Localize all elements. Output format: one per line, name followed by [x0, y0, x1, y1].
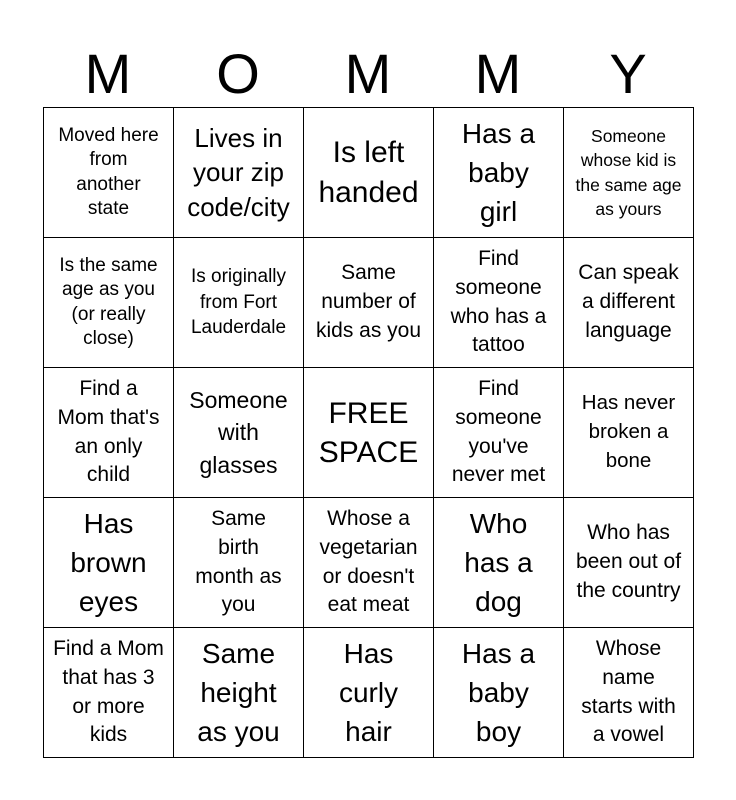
bingo-cell[interactable]: Is the same age as you (or really close) [43, 237, 174, 368]
bingo-cell[interactable]: Find a Mom that's an only child [43, 367, 174, 498]
bingo-cell[interactable]: Same number of kids as you [303, 237, 434, 368]
bingo-cell[interactable]: Has a baby boy [433, 627, 564, 758]
bingo-board [43, 107, 693, 757]
header-letter-y: Y [609, 42, 647, 105]
header-letter-o: O [216, 42, 260, 105]
bingo-cell[interactable]: Has curly hair [303, 627, 434, 758]
header-letter-m2: M [344, 42, 392, 105]
bingo-cell[interactable]: Find a Mom that has 3 or more kids [43, 627, 174, 758]
bingo-cell[interactable]: Who has been out of the country [563, 497, 694, 628]
bingo-cell[interactable]: Has brown eyes [43, 497, 174, 628]
bingo-cell[interactable]: Is left handed [303, 107, 434, 238]
header-letter-m1: M [84, 42, 132, 105]
header-letter-m3: M [474, 42, 522, 105]
bingo-cell[interactable]: FREE SPACE [303, 367, 434, 498]
bingo-cell[interactable]: Whose name starts with a vowel [563, 627, 694, 758]
bingo-header [43, 40, 693, 106]
bingo-cell[interactable]: Lives in your zip code/city [173, 107, 304, 238]
bingo-cell[interactable]: Has a baby girl [433, 107, 564, 238]
bingo-cell[interactable]: Whose a vegetarian or doesn't eat meat [303, 497, 434, 628]
bingo-cell[interactable]: Someone whose kid is the same age as yours [563, 107, 694, 238]
bingo-cell[interactable]: Is originally from Fort Lauderdale [173, 237, 304, 368]
bingo-cell[interactable]: Can speak a different language [563, 237, 694, 368]
bingo-cell[interactable]: Same height as you [173, 627, 304, 758]
bingo-cell[interactable]: Who has a dog [433, 497, 564, 628]
bingo-cell[interactable]: Find someone you've never met [433, 367, 564, 498]
bingo-cell[interactable]: Find someone who has a tattoo [433, 237, 564, 368]
bingo-cell[interactable]: Same birth month as you [173, 497, 304, 628]
bingo-cell[interactable]: Has never broken a bone [563, 367, 694, 498]
bingo-cell[interactable]: Moved here from another state [43, 107, 174, 238]
bingo-cell[interactable]: Someone with glasses [173, 367, 304, 498]
